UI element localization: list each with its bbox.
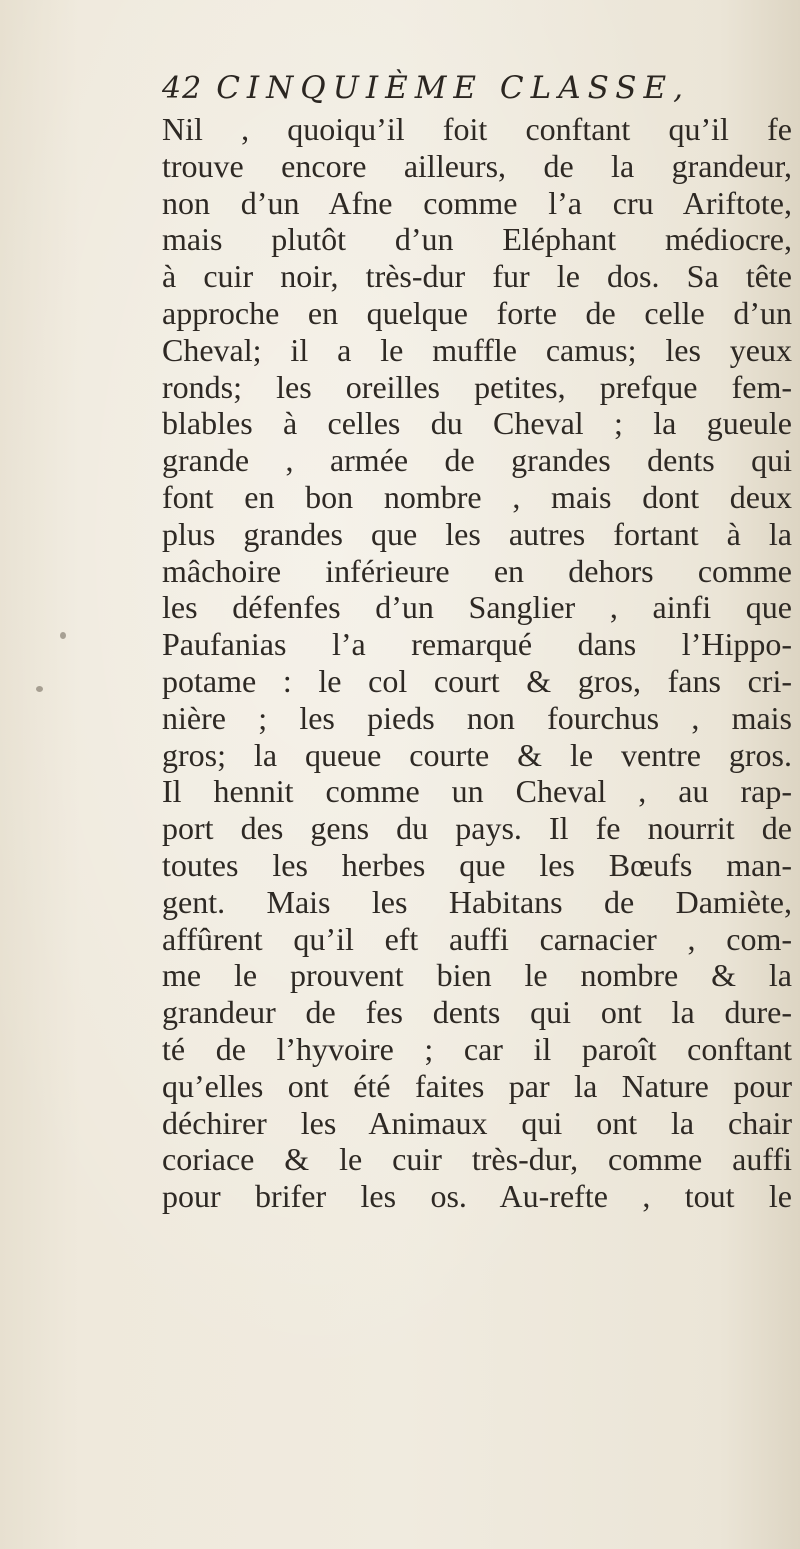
text-line: plus grandes que les autres fortant à la xyxy=(162,515,792,552)
text-line: pour brifer les os. Au-refte , tout le xyxy=(162,1178,792,1215)
text-line: déchirer les Animaux qui ont la chair xyxy=(162,1104,792,1141)
text-line: approche en quelque forte de celle d’un xyxy=(162,294,792,331)
text-line: mâchoire inférieure en dehors comme xyxy=(162,552,792,589)
text-line: Il hennit comme un Cheval , au rap- xyxy=(162,773,792,810)
text-line: trouve encore ailleurs, de la grandeur, xyxy=(162,147,792,184)
paper-speck xyxy=(60,632,66,639)
text-line: Nil , quoiqu’il foit conftant qu’il fe xyxy=(162,111,792,147)
text-line: Cheval; il a le muffle camus; les yeux xyxy=(162,331,792,368)
text-line: té de l’hyvoire ; car il paroît conftant xyxy=(162,1030,792,1067)
text-line: nière ; les pieds non fourchus , mais xyxy=(162,699,792,736)
text-line: ronds; les oreilles petites, prefque fem- xyxy=(162,368,792,405)
text-line: blables à celles du Cheval ; la gueule xyxy=(162,405,792,442)
text-line: coriace & le cuir très-dur, comme auffi xyxy=(162,1141,792,1178)
text-line: me le prouvent bien le nombre & la xyxy=(162,957,792,994)
text-line: gent. Mais les Habitans de Damiète, xyxy=(162,883,792,920)
text-line: mais plutôt d’un Eléphant médiocre, xyxy=(162,221,792,258)
text-line: font en bon nombre , mais dont deux xyxy=(162,478,792,515)
paper-speck xyxy=(36,686,43,692)
text-line: potame : le col court & gros, fans cri- xyxy=(162,662,792,699)
page-header xyxy=(162,70,762,116)
body-text xyxy=(162,111,792,1215)
text-line: affûrent qu’il eft auffi carnacier , com- xyxy=(162,920,792,957)
page-number: 42 xyxy=(162,71,203,106)
text-line: Paufanias l’a remarqué dans l’Hippo- xyxy=(162,626,792,663)
text-line: port des gens du pays. Il fe nourrit de xyxy=(162,810,792,847)
text-line: à cuir noir, très-dur fur le dos. Sa tête xyxy=(162,258,792,295)
text-line: grandeur de fes dents qui ont la dure- xyxy=(162,994,792,1031)
text-line: les défenfes d’un Sanglier , ainfi que xyxy=(162,589,792,626)
running-title: CINQUIÈME CLASSE, xyxy=(216,70,691,106)
text-line: toutes les herbes que les Bœufs man- xyxy=(162,846,792,883)
text-line: qu’elles ont été faites par la Nature pour xyxy=(162,1067,792,1104)
text-line: grande , armée de grandes dents qui xyxy=(162,442,792,479)
text-line: gros; la queue courte & le ventre gros. xyxy=(162,736,792,773)
text-line: non d’un Afne comme l’a cru Ariftote, xyxy=(162,184,792,221)
